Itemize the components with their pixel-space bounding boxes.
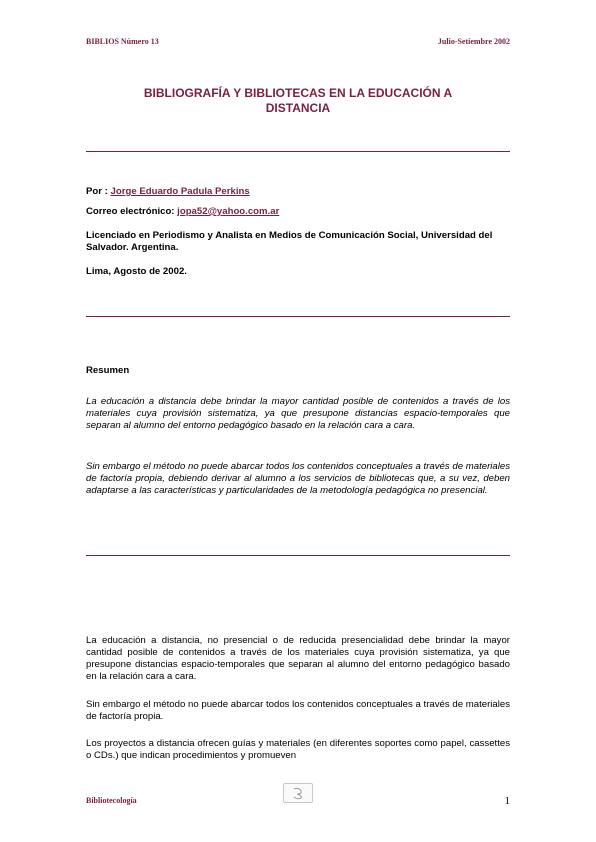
author-line: [86, 186, 510, 198]
running-header-right: Julio-Setiembre 2002: [437, 37, 510, 46]
author-credentials: Licenciado en Periodismo y Analista en Medios de Comunicación Social, Universidad del Salvador. Argentina.: [86, 230, 493, 253]
divider-rule: [86, 555, 510, 556]
abstract-paragraph-2: Sin embargo el método no puede abarcar todos los contenidos conceptuales a través de materiales de factoría propia, debiendo derivar al alumno a los servicios de bibliotecas que, a su vez, deben adaptarse a las características y particularidades de la metodología pedagógica no presencial.: [86, 461, 510, 496]
abstract-paragraph-1: La educación a distancia debe brindar la mayor cantidad posible de contenidos a través de los materiales cuya provisión sistematiza, ya que presupone distancias espacio-temporales que separan al alumno del entorno pedagógico basado en la relación cara a cara.: [86, 396, 510, 431]
article-title: [86, 86, 510, 116]
page-number: 1: [504, 795, 510, 807]
author-by-label: Por :: [86, 186, 108, 197]
place-date: Lima, Agosto de 2002.: [86, 266, 187, 277]
abstract-heading: Resumen: [86, 365, 130, 376]
email-line: [86, 206, 510, 218]
divider-rule: [86, 151, 510, 152]
body-paragraph-3: Los proyectos a distancia ofrecen guías y materiales (en diferentes soportes como papel, cassettes o CDs.) que indican procedimientos y promueven: [86, 738, 510, 761]
title-line-2: DISTANCIA: [265, 101, 331, 115]
footer-section-label: Bibliotecología: [86, 796, 137, 805]
body-paragraph-1: La educación a distancia, no presencial o de reducida presencialidad debe brindar la mayor cantidad posible de contenidos a través de los materiales cuya provisión sistematiza, ya que presupone distancias espacio-temporales que separan al alumno del entorno pedagógico basado en la relación cara a cara.: [86, 635, 510, 682]
author-name-link[interactable]: Jorge Eduardo Padula Perkins: [110, 186, 250, 197]
body-paragraph-2: Sin embargo el método no puede abarcar todos los contenidos conceptuales a través de materiales de factoría propia.: [86, 699, 510, 722]
email-link[interactable]: jopa52@yahoo.com.ar: [177, 206, 280, 217]
footer-logo-icon: [283, 783, 313, 803]
divider-rule: [86, 316, 510, 317]
email-label: Correo electrónico:: [86, 206, 175, 217]
running-header-left: BIBLIOS Número 13: [86, 37, 159, 46]
title-line-1: BIBLIOGRAFÍA Y BIBLIOTECAS EN LA EDUCACIÓN A: [143, 86, 453, 100]
